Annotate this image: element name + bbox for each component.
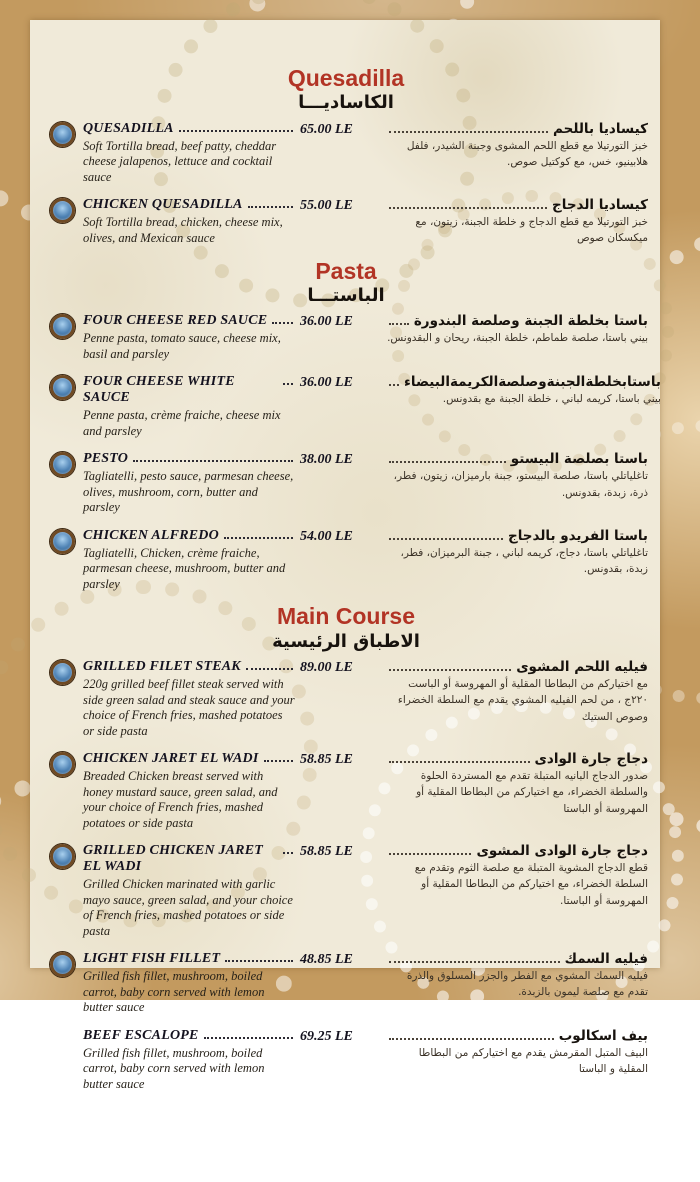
section-header — [44, 259, 648, 308]
item-name: CHICKEN JARET EL WADI — [83, 751, 259, 767]
item-name-arabic: باستا بخلطة الجبنة وصلصة البندورة — [413, 313, 648, 330]
item-description: 220g grilled beef fillet steak served with side green salad and steak sauce and your choice of French fries, mashed potatoes or side pasta — [83, 677, 295, 738]
item-description: Penne pasta, tomato sauce, cheese mix, basil and parsley — [83, 331, 281, 361]
dotted-leader — [272, 322, 293, 324]
section-title-ar: الباستـــا — [307, 285, 385, 307]
item-description: Grilled fish fillet, mushroom, boiled carrot, baby corn served with lemon butter sauce — [83, 969, 265, 1015]
item-price: 58.85 LE — [300, 752, 353, 768]
brand-seal-icon — [50, 660, 75, 685]
item-description-arabic: تاغلياتلي باستا، صلصة البيستو، جبنة بارميزان، زيتون، فطر، ذرة، زبدة، بقدونس. — [393, 470, 648, 499]
dotted-leader — [179, 130, 293, 132]
item-name-arabic: فيليه اللحم المشوى — [516, 659, 648, 676]
item-description-arabic: بيني باستا، كريمه لباني ، خلطة الجبنة مع بقدونس. — [442, 393, 661, 406]
dotted-leader — [389, 961, 560, 963]
menu-item-quesadilla — [44, 121, 648, 186]
item-english — [83, 659, 295, 739]
item-english — [83, 751, 295, 831]
item-description: Penne pasta, crème fraiche, cheese mix and parsley — [83, 408, 281, 438]
item-price: 69.25 LE — [300, 1028, 353, 1044]
menu-item-beef-escalope — [44, 1028, 648, 1093]
item-name: CHICKEN ALFREDO — [83, 527, 219, 543]
item-english — [83, 528, 295, 593]
brand-seal-icon — [50, 314, 75, 339]
item-description-arabic: فيليه السمك المشوي مع الفطر والجزر المسلوق والذرة تقدم مع صلصة ليمون بالزبدة. — [406, 970, 648, 999]
brand-seal-icon — [50, 375, 75, 400]
item-description: Breaded Chicken breast served with honey mustard sauce, green salad, and your choice of French fries, mashed potatoes or side pasta — [83, 769, 278, 830]
section-quesadilla — [44, 66, 648, 247]
item-description: Grilled Chicken marinated with garlic mayo sauce, green salad, and your choice of French fries, mashed potatoes or side pasta — [83, 877, 293, 938]
brand-seal-icon — [50, 452, 75, 477]
item-price: 54.00 LE — [300, 528, 353, 544]
dotted-leader — [225, 960, 293, 962]
item-arabic — [385, 374, 661, 439]
item-english — [83, 843, 295, 939]
item-english — [83, 313, 295, 362]
item-description-arabic: مع اختياركم من البطاطا المقلية أو المهروسة أو الباست ٢٢٠ج ، من لحم الفيليه المشوي يقدم مع السلطة الخضراء وصوص الستيك — [397, 678, 648, 723]
item-name: LIGHT FISH FILLET — [83, 951, 221, 967]
dotted-leader — [389, 384, 399, 386]
item-price: 89.00 LE — [300, 660, 353, 676]
dotted-leader — [389, 461, 506, 463]
dotted-leader — [248, 206, 293, 208]
item-arabic — [385, 951, 648, 1016]
item-arabic — [385, 751, 648, 831]
menu-item-chicken-jaret-el-wadi — [44, 751, 648, 831]
item-name-arabic: فيليه السمك — [564, 951, 648, 968]
dotted-leader — [283, 383, 293, 385]
item-arabic — [385, 528, 648, 593]
dotted-leader — [283, 852, 293, 854]
item-price: 36.00 LE — [300, 314, 353, 330]
menu-page — [30, 20, 661, 1091]
section-title-ar: الكاساديـــا — [298, 92, 394, 114]
item-name: QUESADILLA — [83, 120, 174, 136]
item-name: CHICKEN QUESADILLA — [83, 197, 243, 213]
item-arabic — [385, 1028, 648, 1093]
item-english — [83, 121, 295, 186]
item-name-arabic: باستابخلطةالجبنةوصلصةالكريمةالبيضاء — [404, 374, 661, 391]
item-name-arabic: باستا الفريدو بالدجاج — [508, 527, 648, 544]
brand-seal-icon — [50, 844, 75, 869]
item-description: Soft Tortilla bread, beef patty, cheddar cheese jalapenos, lettuce and cocktail sauce — [83, 138, 277, 184]
item-name-arabic: باستا بصلصة البيستو — [510, 451, 648, 468]
item-name-arabic: دجاج جارة الوادى المشوى — [476, 843, 648, 860]
dotted-leader — [204, 1037, 293, 1039]
item-description: Soft Tortilla bread, chicken, cheese mix, olives, and Mexican sauce — [83, 215, 283, 245]
item-description-arabic: تاغلياتلي باستا، دجاج، كريمه لباني ، جبنة البرميزان، فطر، زبدة، بقدونس. — [400, 546, 648, 576]
item-price: 48.85 LE — [300, 952, 353, 968]
brand-seal-icon — [50, 198, 75, 223]
item-price: 65.00 LE — [300, 121, 353, 137]
menu-item-pesto — [44, 451, 648, 516]
item-english — [83, 951, 295, 1016]
menu-item-chicken-alfredo — [44, 528, 648, 593]
menu-item-grilled-filet-steak — [44, 659, 648, 739]
item-arabic — [385, 451, 648, 516]
item-name: FOUR CHEESE WHITE SAUCE — [83, 374, 235, 406]
dotted-leader — [389, 538, 503, 540]
item-name: GRILLED CHICKEN JARET EL WADI — [83, 843, 264, 875]
menu-item-four-cheese-red — [44, 313, 648, 362]
item-name: GRILLED FILET STEAK — [83, 659, 241, 675]
item-price: 36.00 LE — [300, 375, 353, 391]
menu-item-four-cheese-white — [44, 374, 661, 439]
item-arabic — [385, 659, 648, 739]
section-title-en: Pasta — [315, 257, 377, 284]
section-header — [44, 604, 648, 653]
item-description-arabic: خبز التورتيلا مع قطع اللحم المشوى وجبنة الشيدر، فلفل هلابينيو، خس، مع كوكتيل صوص. — [406, 139, 648, 168]
section-title-ar: الاطباق الرئيسية — [272, 630, 420, 652]
item-english — [83, 451, 295, 516]
item-description-arabic: خبز التورتيلا مع قطع الدجاج و خلطة الجبنة، زيتون، مع ميكسكان صوص — [415, 216, 648, 245]
dotted-leader — [389, 669, 511, 671]
dotted-leader — [389, 323, 409, 325]
item-description-arabic: قطع الدجاج المشوية المتبلة مع صلصة الثوم وتقدم مع السلطة الخضراء، مع اختياركم من البطاطا المقلية أو المهروسة أو الباستا. — [414, 862, 648, 907]
menu-content — [44, 65, 661, 1092]
dotted-leader — [389, 131, 548, 133]
menu-item-grilled-chicken-jaret-el-wadi — [44, 843, 648, 939]
dotted-leader — [224, 537, 293, 539]
section-title-en: Main Course — [276, 603, 416, 630]
item-name: BEEF ESCALOPE — [83, 1027, 199, 1043]
item-price: 58.85 LE — [300, 844, 353, 860]
item-arabic — [385, 197, 648, 247]
item-price: 38.00 LE — [300, 452, 353, 468]
dotted-leader — [133, 460, 293, 462]
item-description-arabic: البيف المتبل المقرمش يقدم مع اختياركم من البطاطا المقلية و الباستا — [418, 1046, 648, 1075]
item-english — [83, 1028, 295, 1093]
item-arabic — [385, 313, 648, 362]
item-description: Grilled fish fillet, mushroom, boiled carrot, baby corn served with lemon butter sauce — [83, 1045, 265, 1091]
dotted-leader — [389, 853, 471, 855]
item-arabic — [385, 121, 648, 186]
dotted-leader — [264, 760, 294, 762]
item-name: FOUR CHEESE RED SAUCE — [83, 313, 268, 329]
item-description: Tagliatelli, Chicken, crème fraiche, parmesan cheese, mushroom, butter and parsley — [83, 545, 286, 591]
item-description-arabic: صدور الدجاج البانيه المتبلة تقدم مع المستردة الحلوة والسلطة الخضراء، مع اختياركم من البطاطا المقلية أو المهروسة أو الباستا — [416, 770, 648, 815]
item-name-arabic: كيساديا الدجاج — [552, 197, 648, 214]
item-english — [83, 197, 295, 247]
item-name-arabic: دجاج جارة الوادى — [534, 751, 648, 768]
brand-seal-icon — [50, 122, 75, 147]
dotted-leader — [246, 668, 293, 670]
item-name: PESTO — [83, 451, 129, 467]
section-title-en: Quesadilla — [287, 65, 405, 91]
item-price: 55.00 LE — [300, 198, 353, 214]
section-pasta — [44, 257, 661, 593]
section-header — [44, 66, 648, 115]
item-description-arabic: بيني باستا، صلصة طماطم، خلطة الجبنة، ريحان و البقدونس. — [387, 332, 648, 345]
brand-seal-icon — [50, 952, 75, 977]
item-arabic — [385, 843, 648, 939]
section-main-course — [44, 604, 648, 1092]
dotted-leader — [389, 1038, 554, 1040]
brand-seal-icon — [50, 752, 75, 777]
dotted-leader — [389, 761, 530, 763]
dotted-leader — [389, 207, 547, 209]
item-description: Tagliatelli, pesto sauce, parmesan cheese, olives, mushroom, corn, butter and parsley — [83, 469, 294, 515]
item-name-arabic: بيف اسكالوب — [558, 1027, 648, 1044]
menu-item-chicken-quesadilla — [44, 197, 648, 247]
brand-seal-icon — [50, 529, 75, 554]
item-name-arabic: كيساديا باللحم — [553, 120, 648, 137]
item-english — [83, 374, 295, 439]
menu-item-light-fish-fillet — [44, 951, 648, 1016]
